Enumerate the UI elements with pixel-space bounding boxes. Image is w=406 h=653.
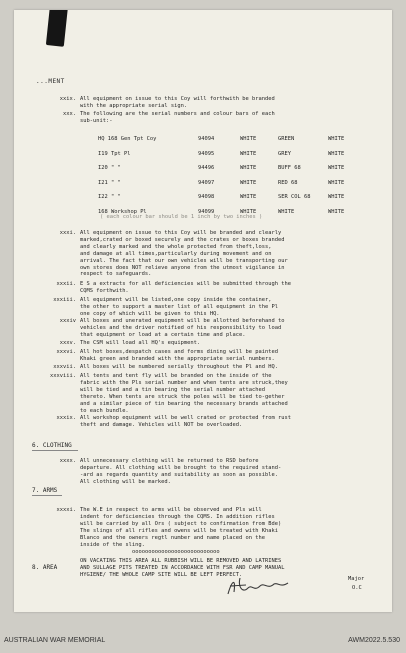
underline bbox=[32, 450, 78, 451]
serial-table bbox=[98, 132, 358, 219]
tape-mark bbox=[46, 10, 68, 47]
footer-archive: AUSTRALIAN WAR MEMORIAL bbox=[4, 637, 106, 644]
para-text: The following are the serial numbers and colour bars of each sub-unit:- bbox=[80, 111, 275, 124]
para-num: xxxiv bbox=[59, 318, 76, 324]
divider: ooooooooooooooooooooooooooo bbox=[132, 549, 220, 555]
document-page bbox=[14, 10, 392, 612]
para-num: xxxv. bbox=[59, 340, 76, 346]
para-num: xxxii. bbox=[56, 281, 76, 287]
para-text: All unnecessary clothing will be returned to RSD before departure. All clothing will be brought to the required stand- -ard as regards quantity and suitability as soon as possible. All clothing will be marked. bbox=[80, 458, 282, 485]
para-num: xxxxi. bbox=[56, 507, 76, 513]
para-text: All equipment on issue to this Coy will be branded and clearly marked,crated or boxed securely and the crates or boxes branded and clearly marked and the whole protected from theft,loss, and damage at all times,particularly during movement and on arrival. The fact that our own vehicles will be transporting our own stores does NOT relieve anyone from the utmost vigilance in respect to safeguards. bbox=[80, 230, 288, 278]
section-heading: ...MENT bbox=[36, 78, 65, 85]
table-row: I20 " " 94496 WHITE BUFF 68 WHITE bbox=[98, 165, 345, 172]
underline bbox=[32, 495, 62, 496]
para-text: All tents and tent fly will be branded on the inside of the fabric with the Pls serial number and when tents are struck,they will be tied and a tin bearing the serial number attached thereto. When tents are struck the poles will be tied to-gether and a similar piece of tin bearing the necessary brands attached to each bundle. bbox=[80, 373, 288, 414]
para-text: All boxes and unerated equipment will be allotted beforehand to vehicles and the driver notified of his responsibility to load that equipment or load at a certain time and place. bbox=[80, 318, 285, 338]
para-text: The W.E in respect to arms will be observed and Pls will indent for deficiencies through the CQMS. In addition rifles will be carried by all Ors ( subject to confirmation from Bde) The slings of all rifles and owens will be treated with Khaki Blanco and the owners regtl number and name placed on the inside of the sling. bbox=[80, 507, 282, 548]
para-num: xxxvi. bbox=[56, 349, 76, 355]
para-text: E S a extracts for all deficiencies will be submitted through the CQMS forthwith. bbox=[80, 281, 291, 294]
footer-id: AWM2022.5.530 bbox=[348, 637, 400, 644]
table-row: I22 " " 94098 WHITE SER COL 68 WHITE bbox=[98, 194, 345, 201]
signature-mark bbox=[224, 574, 294, 600]
section-area: 8. AREA bbox=[32, 564, 58, 571]
para-text: All workshop equipment will be well crated or protected from rust theft and damage. Vehicles will NOT be overloaded. bbox=[80, 415, 291, 428]
para-text: All boxes will be numbered serially throughout the Pl and HQ. bbox=[80, 364, 278, 370]
para-text: ON VACATING THIS AREA ALL RUBBISH WILL BE REMOVED AND LATRINES AND SULLAGE PITS TREATED IN ACCORDANCE WITH FSR AND CAMP MANUAL HYGIENE/ THE WHOLE CAMP SITE WILL BE LEFT PERFECT. bbox=[80, 558, 285, 578]
signature-appointment: O.C bbox=[352, 585, 362, 591]
signature-rank: Major bbox=[348, 576, 365, 582]
table-row: I21 " " 94097 WHITE RED 68 WHITE bbox=[98, 179, 345, 186]
para-text: All equipment on issue to this Coy will forthwith be branded with the appropriate serial sign. bbox=[80, 96, 275, 109]
para-text: All hot boxes,despatch cases and forms dining will be painted Khaki green and branded with the appropriate serial numbers. bbox=[80, 349, 278, 362]
para-num: xxxvii. bbox=[53, 364, 76, 370]
para-num: xxxix. bbox=[56, 415, 76, 421]
colour-note: ( each colour bar should be 1 inch by two inches ) bbox=[100, 214, 263, 220]
para-text: The CSM will load all HQ's equipment. bbox=[80, 340, 201, 346]
table-row: 168 Workshop Pl 94099 WHITE WHITE WHITE bbox=[98, 208, 345, 215]
para-text: All equipment will be listed,one copy inside the container, the other to support a master list of all equipment in the Pl one copy of which will be given to this HQ. bbox=[80, 297, 278, 317]
table-row: HQ 168 Gen Tpt Coy 94094 WHITE GREEN WHITE bbox=[98, 136, 345, 143]
para-num: xxxiii. bbox=[53, 297, 76, 303]
section-clothing: 6. CLOTHING bbox=[32, 442, 72, 449]
table-row: I19 Tpt Pl 94095 WHITE GREY WHITE bbox=[98, 150, 345, 157]
para-num: xxxi. bbox=[59, 230, 76, 236]
section-arms: 7. ARMS bbox=[32, 487, 58, 494]
para-num: xxxviii. bbox=[50, 373, 76, 379]
para-num: xxx. bbox=[63, 111, 76, 117]
para-num: xxxx. bbox=[59, 458, 76, 464]
para-num: xxix. bbox=[59, 96, 76, 102]
